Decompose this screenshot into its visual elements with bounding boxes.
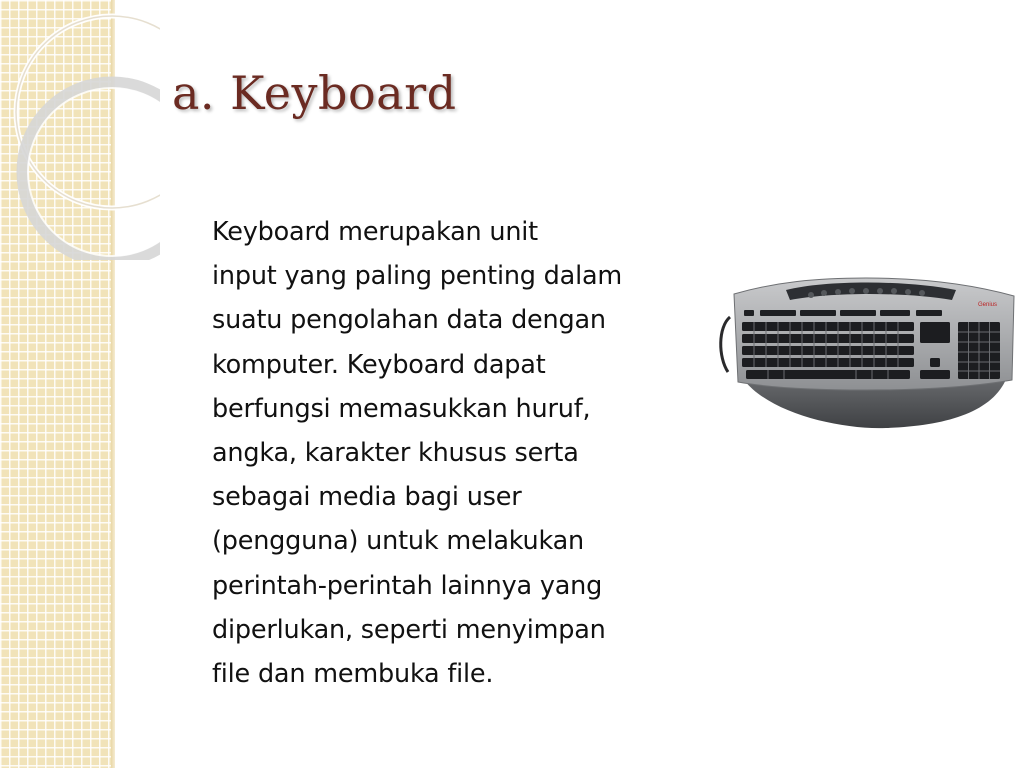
- body-line: input yang paling penting dalam: [212, 261, 623, 292]
- keyboard-brand: Genius: [978, 302, 998, 308]
- body-line: file dan membuka file.: [212, 659, 494, 690]
- body-line: perintah-perintah lainnya yang: [212, 570, 603, 601]
- body-line: angka, karakter khusus serta: [212, 438, 579, 469]
- body-line: suatu pengolahan data dengan: [212, 305, 606, 336]
- body-line: diperlukan, seperti menyimpan: [212, 614, 606, 645]
- body-line: komputer. Keyboard dapat: [212, 349, 546, 380]
- body-line: Keyboard merupakan unit: [212, 217, 538, 247]
- body-line: sebagai media bagi user: [212, 482, 522, 513]
- body-line: (pengguna) untuk melakukan: [212, 526, 585, 557]
- decorative-circles: [0, 0, 160, 260]
- keyboard-icon: [716, 262, 1022, 432]
- body-line: berfungsi memasukkan huruf,: [212, 393, 591, 424]
- body-paragraph: [212, 210, 690, 696]
- slide-title: a. Keyboard: [172, 66, 457, 120]
